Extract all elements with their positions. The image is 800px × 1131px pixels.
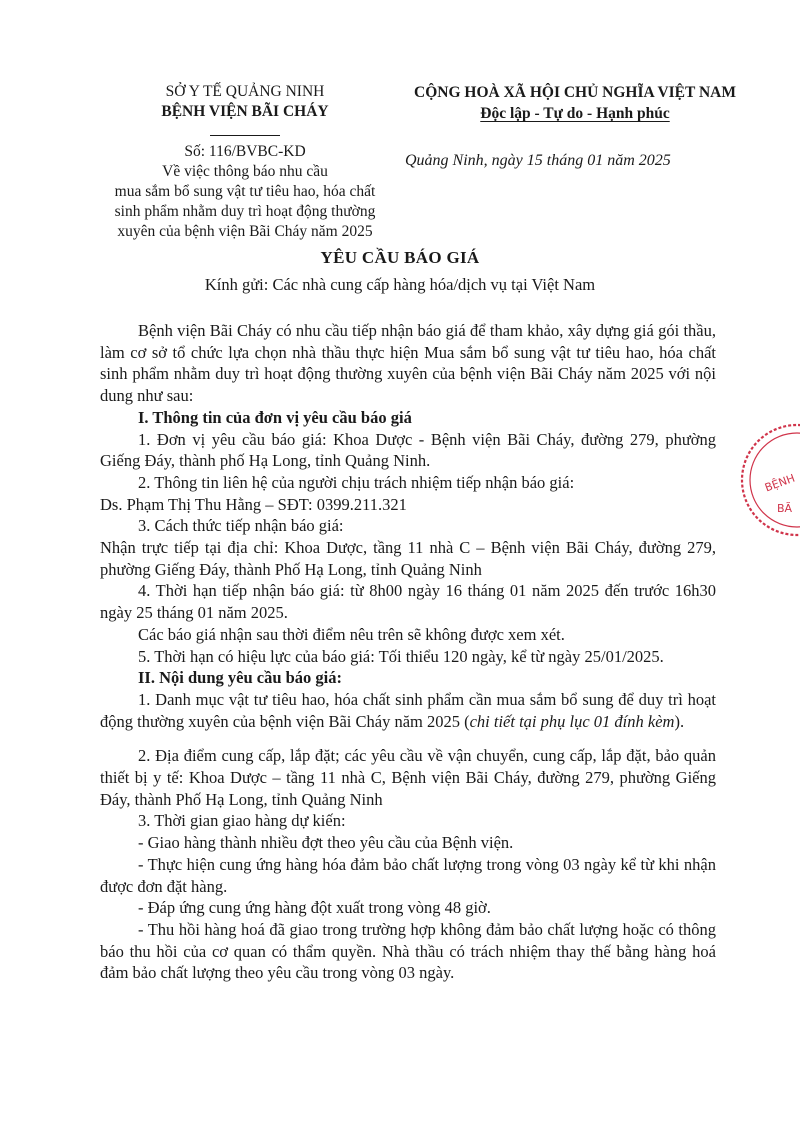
national-header xyxy=(375,82,775,124)
subject-line-3: sinh phẩm nhằm duy trì hoạt động thường xyxy=(114,203,376,220)
hospital-name: BỆNH VIỆN BÃI CHÁY xyxy=(161,103,329,120)
section-1-item-3: 3. Cách thức tiếp nhận báo giá: xyxy=(138,516,344,536)
receiving-address: Nhận trực tiếp tại địa chỉ: Khoa Dược, tầng 11 nhà C – Bệnh viện Bãi Cháy, đường 279, phường Giếng Đáy, thành Phố Hạ Long, tỉnh Quảng Ninh xyxy=(100,538,716,579)
section-2-item-1-text: 1. Danh mục vật tư tiêu hao, hóa chất sinh phẩm cần mua sắm bổ sung để duy trì hoạt động thường xuyên của bệnh viện Bãi Cháy năm 2025 ( xyxy=(100,689,716,731)
section-1-heading: I. Thông tin của đơn vị yêu cầu báo giá xyxy=(138,407,412,427)
national-motto: Độc lập - Tự do - Hạnh phúc xyxy=(480,105,670,122)
hospital-underline xyxy=(210,135,280,136)
section-2-item-1-end: ). xyxy=(674,711,685,731)
section-1-item-1: 1. Đơn vị yêu cầu báo giá: Khoa Dược - Bệnh viện Bãi Cháy, đường 279, phường Giếng Đáy, thành phố Hạ Long, tỉnh Quảng Ninh. xyxy=(100,429,716,471)
subject-line-1: Về việc thông báo nhu cầu xyxy=(162,163,328,180)
paragraph-gap xyxy=(100,732,716,745)
intro-paragraph: Bệnh viện Bãi Cháy có nhu cầu tiếp nhận báo giá để tham khảo, xây dựng giá gói thầu, làm cơ sở tổ chức lựa chọn nhà thầu thực hiện Mua sắm bổ sung vật tư tiêu hao, hóa chất sinh phẩm nhằm duy trì hoạt động thường xuyên của bệnh viện Bãi Cháy năm 2025 với nội dung như sau: xyxy=(100,321,716,406)
svg-text:BỆNH: BỆNH xyxy=(763,471,797,495)
delivery-bullet-3: - Đáp ứng cung ứng hàng đột xuất trong vòng 48 giờ. xyxy=(138,898,491,918)
department-name: SỞ Y TẾ QUẢNG NINH xyxy=(165,83,325,100)
section-2-item-2: 2. Địa điểm cung cấp, lắp đặt; các yêu cầu về vận chuyển, cung cấp, lắp đặt, bảo quản thiết bị y tế: Khoa Dược – tầng 11 nhà C, Bệnh viện Bãi Cháy, đường 279, phường Giếng Đáy, thành Phố Hạ Long, tỉnh Quảng Ninh xyxy=(100,746,716,809)
section-1-item-4: 4. Thời hạn tiếp nhận báo giá: từ 8h00 ngày 16 tháng 01 năm 2025 đến trước 16h30 ngày 25 tháng 01 năm 2025. xyxy=(100,581,716,623)
subject-line-2: mua sắm bổ sung vật tư tiêu hao, hóa chất xyxy=(114,183,376,200)
section-1-item-5: 5. Thời hạn có hiệu lực của báo giá: Tối thiểu 120 ngày, kể từ ngày 25/01/2025. xyxy=(138,646,664,666)
issuer-block xyxy=(95,82,395,242)
section-2-item-3: 3. Thời gian giao hàng dự kiến: xyxy=(138,811,346,831)
contact-person: Ds. Phạm Thị Thu Hằng – SĐT: 0399.211.321 xyxy=(100,494,407,514)
document-title: YÊU CẦU BÁO GIÁ xyxy=(320,248,480,267)
delivery-bullet-4: - Thu hồi hàng hoá đã giao trong trường hợp không đảm bảo chất lượng hoặc có thông báo thu hồi của cơ quan có thẩm quyền. Nhà thầu có trách nhiệm thay thế bằng hàng hoá đảm bảo chất lượng theo yêu cầu trong vòng 03 ngày. xyxy=(100,919,716,983)
delivery-bullet-2: - Thực hiện cung ứng hàng hóa đảm bảo chất lượng trong vòng 03 ngày kể từ khi nhận được đơn đặt hàng. xyxy=(100,854,716,896)
issue-date: Quảng Ninh, ngày 15 tháng 01 năm 2025 xyxy=(405,152,671,169)
greeting: Kính gửi: Các nhà cung cấp hàng hóa/dịch vụ tại Việt Nam xyxy=(204,275,596,294)
section-2-item-1 xyxy=(100,689,716,732)
document-body xyxy=(100,320,716,984)
section-1-item-2: 2. Thông tin liên hệ của người chịu trách nhiệm tiếp nhận báo giá: xyxy=(138,472,575,492)
country-name: CỘNG HOÀ XÃ HỘI CHỦ NGHĨA VIỆT NAM xyxy=(414,84,736,101)
late-submission-note: Các báo giá nhận sau thời điểm nêu trên sẽ không được xem xét. xyxy=(138,624,565,644)
appendix-reference: chi tiết tại phụ lục 01 đính kèm xyxy=(469,711,675,731)
document-number: Số: 116/BVBC-KD xyxy=(184,143,306,160)
svg-text:BÃ: BÃ xyxy=(777,502,793,515)
delivery-bullet-1: - Giao hàng thành nhiều đợt theo yêu cầu của Bệnh viện. xyxy=(138,833,514,853)
section-2-heading: II. Nội dung yêu cầu báo giá: xyxy=(138,668,343,688)
subject-line-4: xuyên của bệnh viện Bãi Cháy năm 2025 xyxy=(117,223,373,240)
official-seal-icon xyxy=(735,420,800,540)
